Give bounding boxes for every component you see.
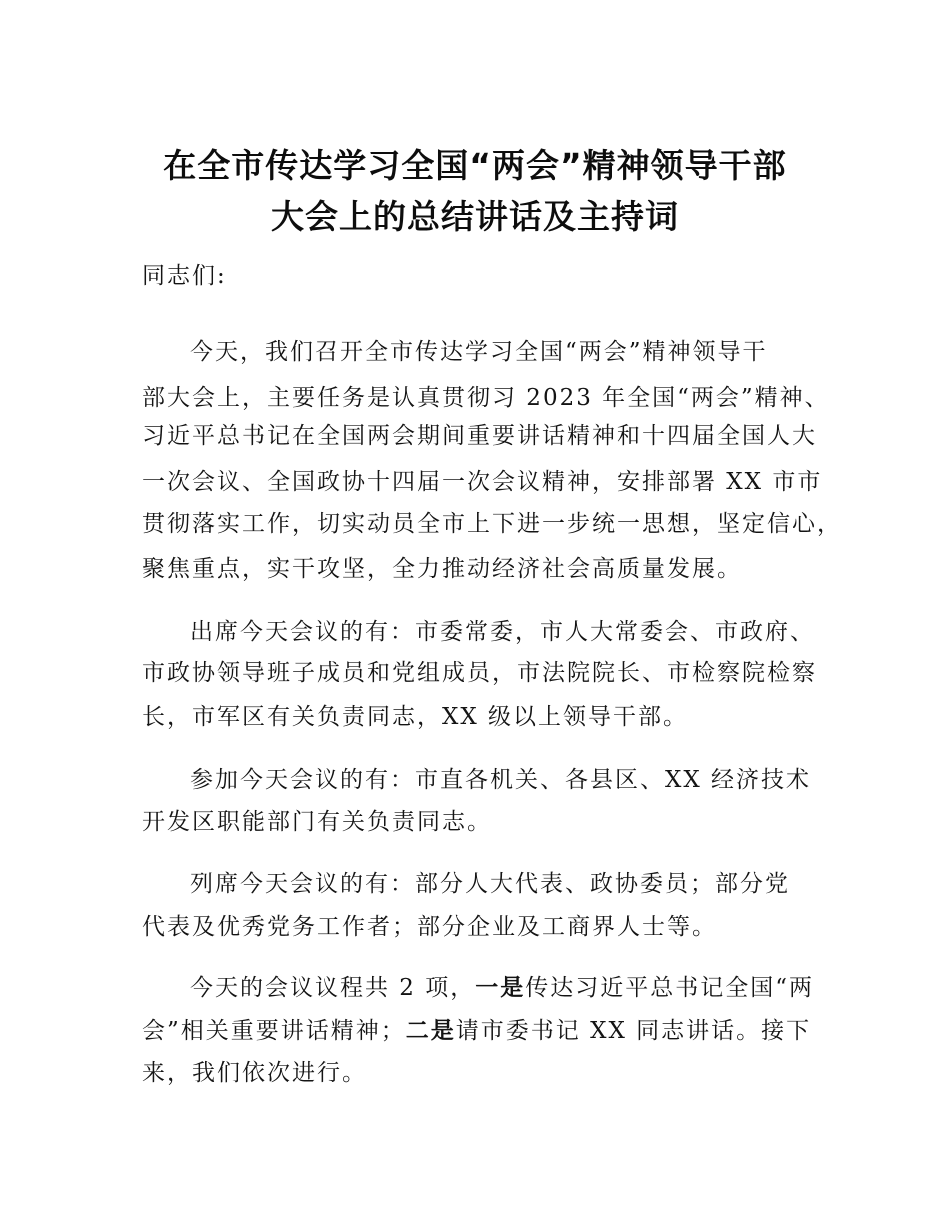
paragraph-5-line: 来，我们依次进行。: [142, 1060, 367, 1086]
paragraph-3-line: 开发区职能部门有关负责同志。: [142, 809, 492, 835]
salutation: 同志们:: [142, 263, 227, 289]
paragraph-2-line: 出席今天会议的有：市委常委，市人大常委会、市政府、: [190, 619, 815, 645]
document-title-line-1: 在全市传达学习全国“两会”精神领导干部: [163, 146, 787, 185]
paragraph-4-line: 代表及优秀党务工作者；部分企业及工商界人士等。: [142, 914, 717, 940]
paragraph-1-line: 习近平总书记在全国两会期间重要讲话精神和十四届全国人大: [142, 423, 817, 449]
paragraph-3-line: 参加今天会议的有：市直各机关、各县区、XX 经济技术: [190, 767, 812, 793]
paragraph-2-line: 长，市军区有关负责同志，XX 级以上领导干部。: [142, 704, 689, 730]
paragraph-2-line: 市政协领导班子成员和党组成员，市法院院长、市检察院检察: [142, 660, 817, 686]
agenda-item-1-marker: 一是: [475, 974, 526, 1001]
agenda-intro: 今天的会议议程共 2 项，: [190, 975, 476, 1001]
agenda-item-1-text-cont: 会”相关重要讲话精神；: [142, 1018, 406, 1044]
paragraph-1-line: 今天，我们召开全市传达学习全国“两会”精神领导干: [190, 339, 768, 365]
paragraph-1-line: 聚焦重点，实干攻坚，全力推动经济社会高质量发展。: [142, 556, 742, 582]
paragraph-4-line: 列席今天会议的有：部分人大代表、政协委员；部分党: [190, 871, 790, 897]
paragraph-1-line: 一次会议、全国政协十四届一次会议精神，安排部署 XX 市市: [142, 469, 823, 495]
agenda-item-1-text: 传达习近平总书记全国“两: [525, 975, 815, 1001]
agenda-item-2-text: 请市委书记 XX 同志讲话。接下: [455, 1018, 812, 1044]
paragraph-1-line: 贯彻落实工作，切实动员全市上下进一步统一思想，坚定信心，: [142, 511, 842, 537]
paragraph-5-line: [142, 1013, 811, 1049]
document-title-line-2: 大会上的总结讲话及主持词: [271, 197, 679, 236]
paragraph-5-line: [190, 970, 814, 1006]
paragraph-1-line: 部大会上，主要任务是认真贯彻习 2023 年全国“两会”精神、: [142, 385, 830, 411]
agenda-item-2-marker: 二是: [405, 1017, 456, 1044]
